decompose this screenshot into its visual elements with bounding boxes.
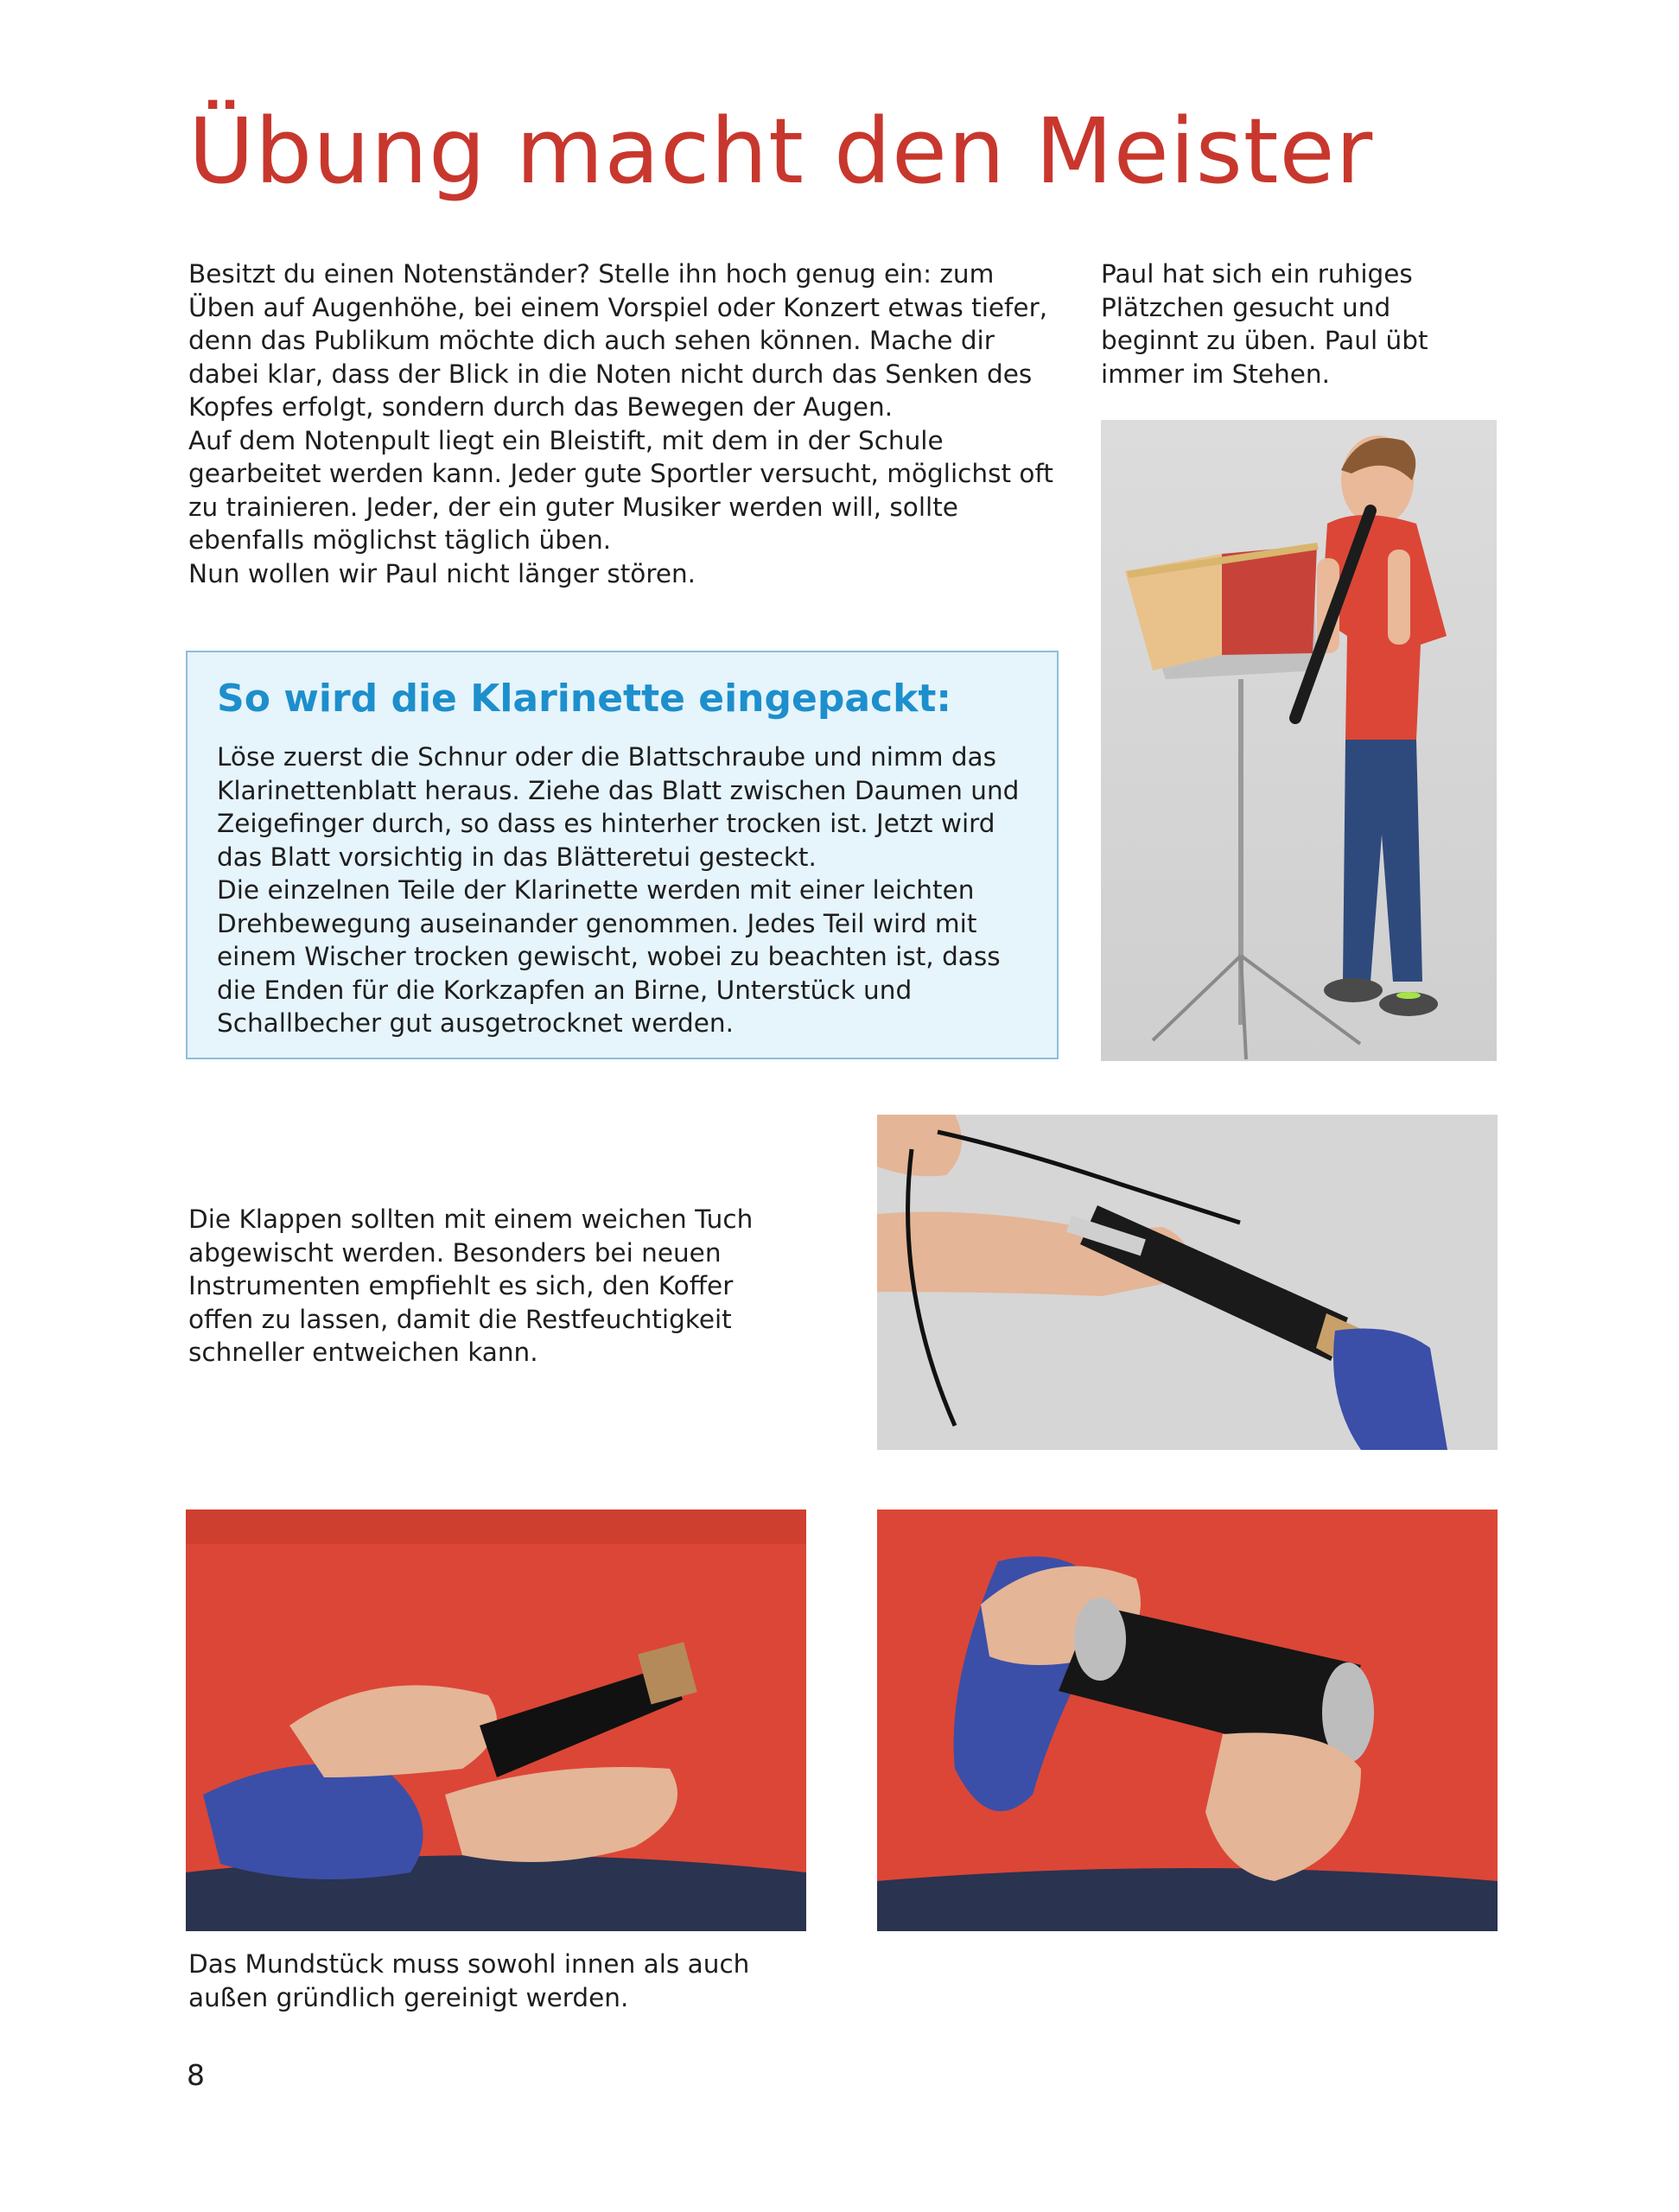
info-box-packing <box>186 651 1059 1059</box>
photo-swab-cleaning <box>877 1115 1498 1450</box>
photo-caption-paul: Paul hat sich ein ruhiges Plätzchen gesucht und beginnt zu üben. Paul übt immer im Stehen. <box>1101 259 1428 389</box>
intro-paragraph: Besitzt du einen Notenständer? Stelle ihn hoch genug ein: zum Üben auf Augenhöhe, bei einem Vorspiel oder Konzert etwas tiefer, denn das Publikum möchte dich auch sehen können. Mache dir dabei klar, dass der Blick in die Noten nicht durch das Senken des Kopfes erfolgt, sondern durch das Bewegen der Augen. Auf dem Notenpult liegt ein Bleistift, mit dem in der Schule gearbeitet werden kann. Jeder gute Sportler versucht, möglichst oft zu trainieren. Jeder, der ein guter Musiker werden will, sollte ebenfalls möglichst täglich üben. Nun wollen wir Paul nicht länger stören. <box>188 259 1053 588</box>
photo-mouthpiece-cleaning <box>186 1510 806 1931</box>
page-title: Übung macht den Meister <box>188 99 1374 204</box>
klappen-paragraph: Die Klappen sollten mit einem weichen Tuch abgewischt werden. Besonders bei neuen Instrumenten empfiehlt es sich, den Koffer offen zu lassen, damit die Restfeuchtigkeit schneller entweichen kann. <box>188 1205 754 1367</box>
info-box-heading: So wird die Klarinette eingepackt: <box>217 677 952 721</box>
photo-paul-practicing <box>1101 420 1497 1061</box>
photo-barrel-cleaning <box>877 1510 1498 1931</box>
page-number: 8 <box>187 2058 205 2092</box>
mouthpiece-caption: Das Mundstück muss sowohl innen als auch außen gründlich gereinigt werden. <box>188 1949 750 2012</box>
info-box-text: Löse zuerst die Schnur oder die Blattschraube und nimm das Klarinettenblatt heraus. Ziehe das Blatt zwischen Daumen und Zeigefinger durch, so dass es hinterher trocken ist. Jetzt wird das Blatt vorsichtig in das Blätteretui gesteckt. Die einzelnen Teile der Klarinette werden mit einer leichten Drehbewegung auseinander genommen. Jedes Teil wird mit einem Wischer trocken gewischt, wobei zu beachten ist, dass die Enden für die Korkzapfen an Birne, Unterstück und Schallbecher gut ausgetrocknet werden. <box>217 742 1020 1038</box>
